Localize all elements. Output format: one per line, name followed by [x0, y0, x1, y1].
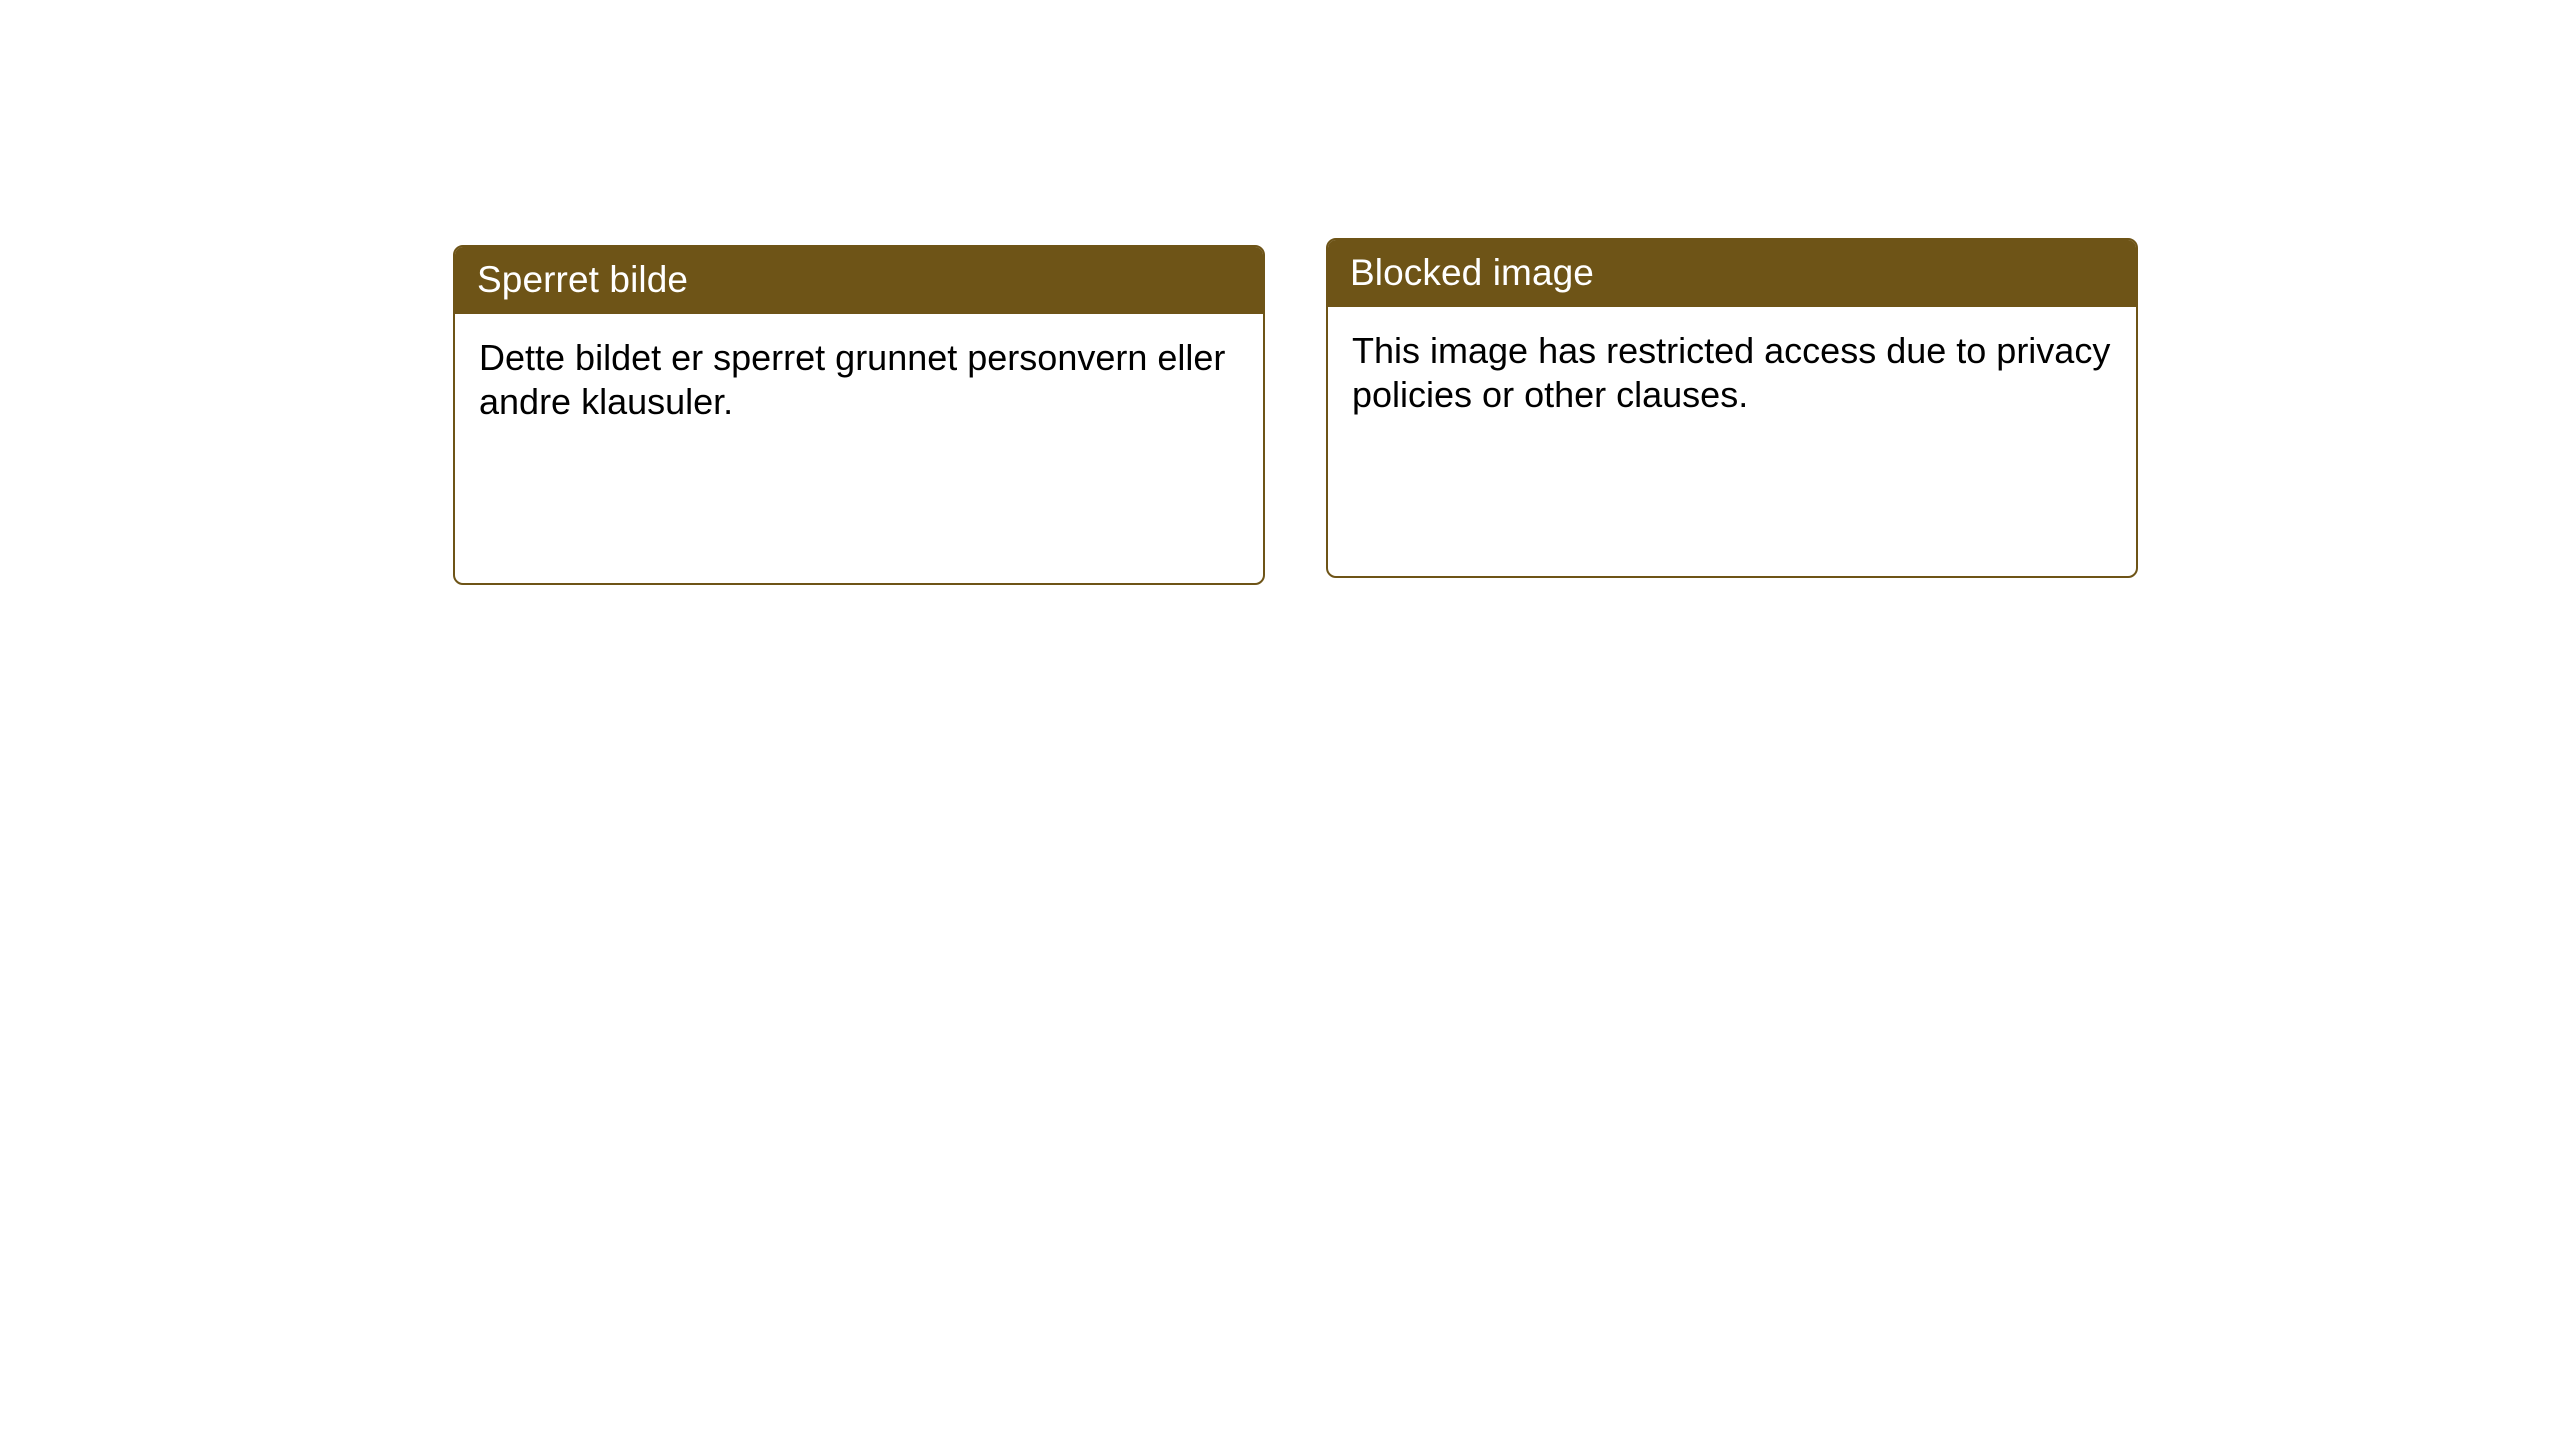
- blocked-image-notice-card-norwegian: [453, 245, 1265, 585]
- card-message-english: This image has restricted access due to privacy policies or other clauses.: [1352, 330, 2111, 415]
- card-title-english: Blocked image: [1328, 240, 2136, 307]
- blocked-image-notice-card-english: [1326, 238, 2138, 578]
- card-title-norwegian: Sperret bilde: [455, 247, 1263, 314]
- card-body-norwegian: [455, 314, 1263, 448]
- card-body-english: [1328, 307, 2136, 441]
- card-message-norwegian: Dette bildet er sperret grunnet personvern eller andre klausuler.: [479, 337, 1226, 422]
